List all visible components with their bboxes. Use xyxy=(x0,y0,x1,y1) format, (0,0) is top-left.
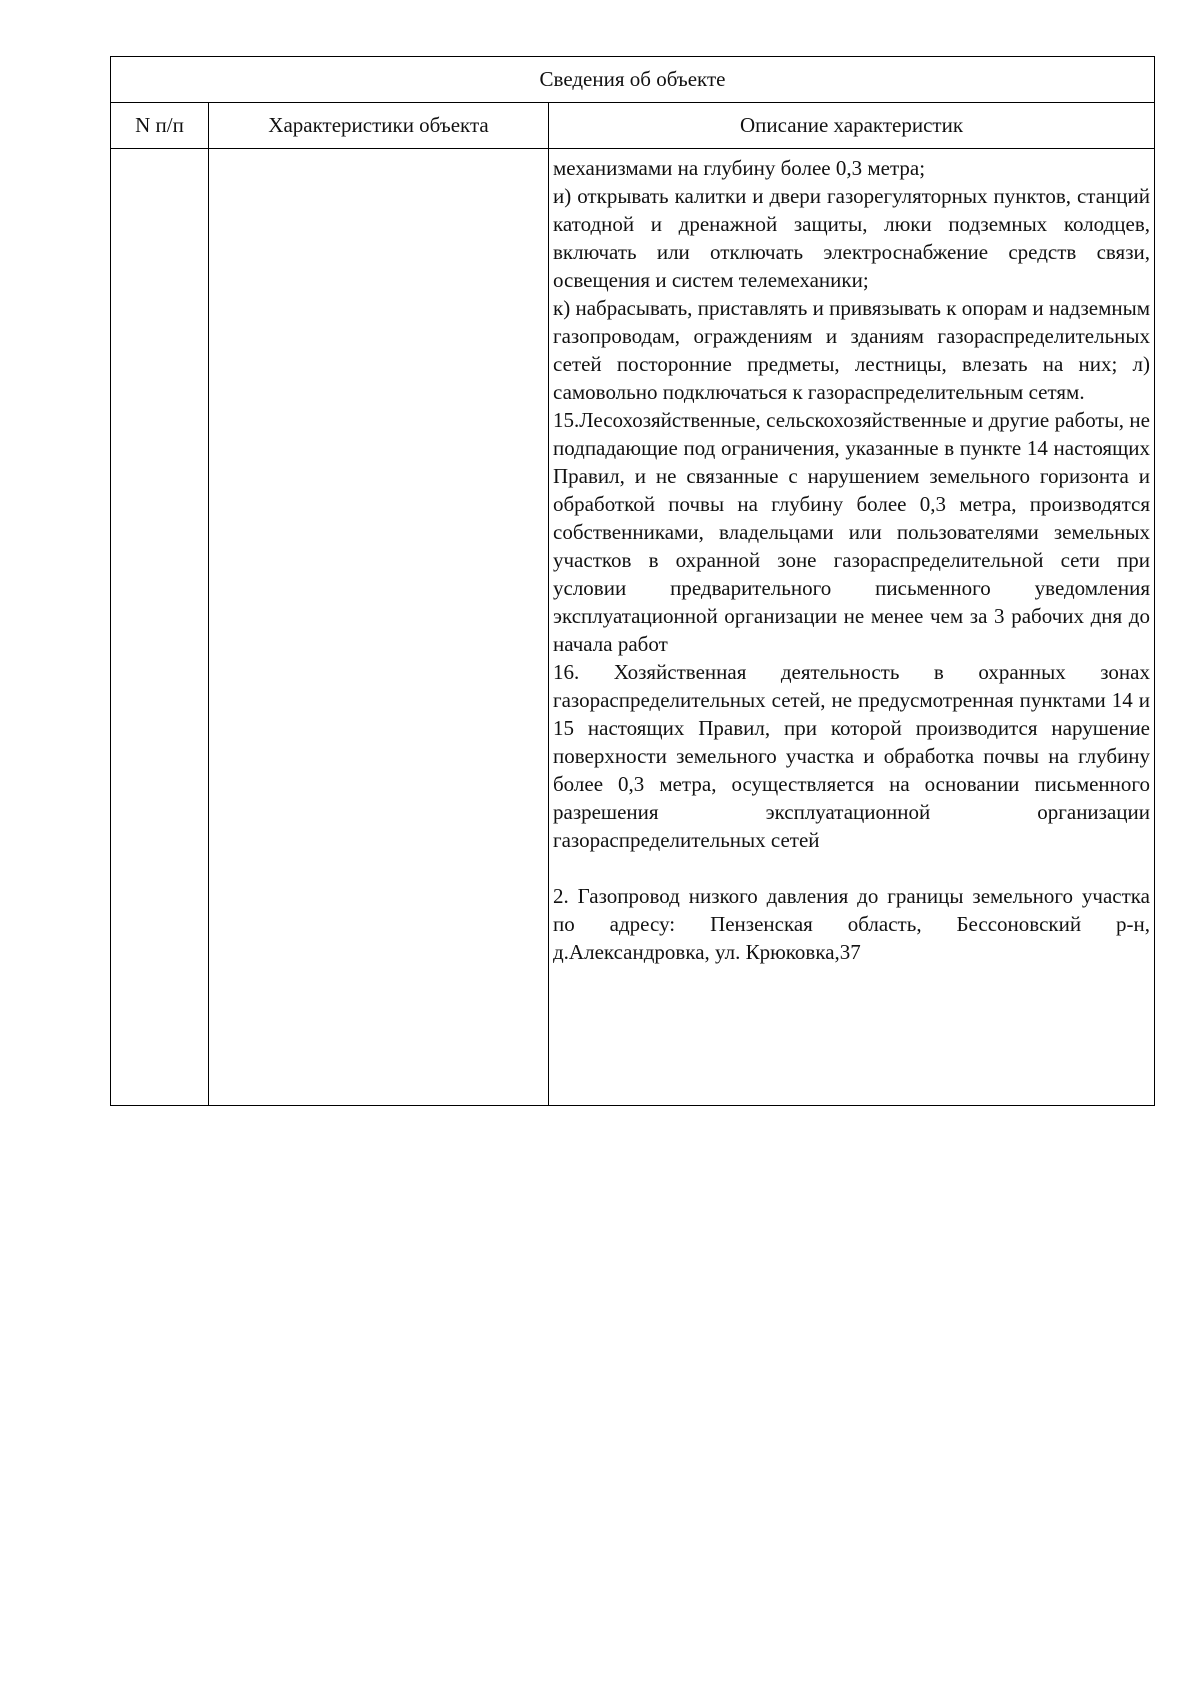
header-characteristics: Характеристики объекта xyxy=(209,103,549,149)
paragraph-gap xyxy=(553,854,1150,882)
description-paragraph: механизмами на глубину более 0,3 метра; xyxy=(553,156,926,180)
description-paragraph: 16. Хозяйственная деятельность в охранных зонах газораспределительных сетей, не предусмотренная пунктами 14 и 15 настоящих Правил, при которой производится нарушение поверхности земельного участка и обработка почвы на глубину более 0,3 метра, осуществляется на основании письменного разрешения эксплуатационной организации газораспределительных сетей xyxy=(553,660,1150,852)
object-info-table xyxy=(110,56,1155,1106)
table-header-row xyxy=(111,103,1155,149)
description-paragraph: 15.Лесохозяйственные, сельскохозяйственные и другие работы, не подпадающие под ограничения, указанные в пункте 14 настоящих Правил, и не связанные с нарушением земельного горизонта и обработкой почвы на глубину более 0,3 метра, производятся собственниками, владельцами или пользователями земельных участков в охранной зоне газораспределительной сети при условии предварительного письменного уведомления эксплуатационной организации не менее чем за 3 рабочих дня до начала работ xyxy=(553,408,1150,656)
description-text xyxy=(549,149,1154,966)
row-description-cell xyxy=(549,149,1155,1106)
header-description: Описание характеристик xyxy=(549,103,1155,149)
table-title-row xyxy=(111,57,1155,103)
description-paragraph: к) набрасывать, приставлять и привязывать к опорам и надземным газопроводам, ограждениям и зданиям газораспределительных сетей посторонние предметы, лестницы, влезать на них; л) самовольно подключаться к газораспределительным сетям. xyxy=(553,296,1150,404)
table-row xyxy=(111,149,1155,1106)
object-address: 2. Газопровод низкого давления до границы земельного участка по адресу: Пензенская область, Бессоновский р-н, д.Александровка, ул. Крюковка,37 xyxy=(553,884,1150,964)
description-paragraph: и) открывать калитки и двери газорегуляторных пунктов, станций катодной и дренажной защиты, люки подземных колодцев, включать или отключать электроснабжение средств связи, освещения и систем телемеханики; xyxy=(553,184,1150,292)
header-number: N п/п xyxy=(111,103,209,149)
row-number-cell xyxy=(111,149,209,1106)
row-characteristics-cell xyxy=(209,149,549,1106)
table-title: Сведения об объекте xyxy=(111,57,1155,103)
